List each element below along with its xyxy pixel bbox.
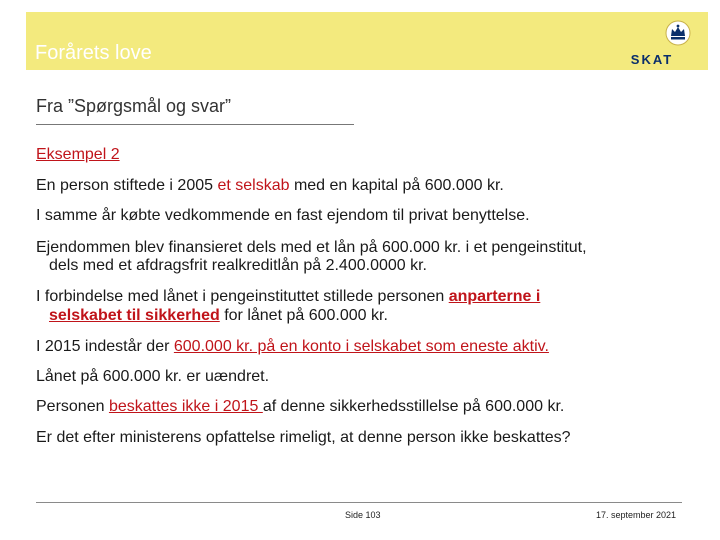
example-heading-text: Eksempel 2 <box>36 146 120 163</box>
header-banner <box>26 12 708 70</box>
paragraph-3-line-2: dels med et afdragsfrit realkreditlån på 2.400.0000 kr. <box>49 257 427 274</box>
skat-logo-text: SKAT <box>630 53 674 65</box>
p5-text-a: I 2015 indestår der <box>36 338 174 355</box>
p1-text-highlight: et selskab <box>217 177 290 194</box>
page-number: Side 103 <box>345 510 381 520</box>
crown-icon <box>665 20 691 46</box>
footer-divider <box>36 502 682 503</box>
slide-title: Forårets love <box>35 42 152 64</box>
paragraph-2: I samme år købte vedkommende en fast ejendom til privat benyttelse. <box>36 207 530 224</box>
p1-text-c: med en kapital på 600.000 kr. <box>289 177 504 194</box>
footer-date: 17. september 2021 <box>596 510 677 520</box>
p5-text-highlight: 600.000 kr. på en konto i selskabet som eneste aktiv. <box>173 338 549 355</box>
skat-logo <box>620 53 684 65</box>
p7-text-c: af denne sikkerhedsstillelse på 600.000 kr. <box>262 398 565 415</box>
p4-text-a: I forbindelse med lånet i pengeinstituttet stillede personen <box>36 288 449 305</box>
paragraph-5 <box>36 338 549 356</box>
subtitle-divider <box>36 124 354 125</box>
paragraph-4-line-2 <box>49 307 388 325</box>
p4-text-highlight-1: anparterne i <box>448 288 541 305</box>
example-heading <box>36 146 120 164</box>
paragraph-8: Er det efter ministerens opfattelse rimeligt, at denne person ikke beskattes? <box>36 429 571 446</box>
p4-text-d: for lånet på 600.000 kr. <box>219 307 388 324</box>
p1-text-a: En person stiftede i 2005 <box>36 177 218 194</box>
subtitle: Fra ”Spørgsmål og svar” <box>36 96 232 116</box>
paragraph-1 <box>36 177 504 195</box>
p7-text-a: Personen <box>36 398 109 415</box>
paragraph-4-line-1 <box>36 288 540 306</box>
p7-text-highlight: beskattes ikke i 2015 <box>108 398 263 415</box>
paragraph-7 <box>36 398 564 416</box>
p4-text-highlight-2: selskabet til sikkerhed <box>49 307 220 324</box>
paragraph-3-line-1: Ejendommen blev finansieret dels med et lån på 600.000 kr. i et pengeinstitut, <box>36 239 587 256</box>
paragraph-6: Lånet på 600.000 kr. er uændret. <box>36 368 270 385</box>
